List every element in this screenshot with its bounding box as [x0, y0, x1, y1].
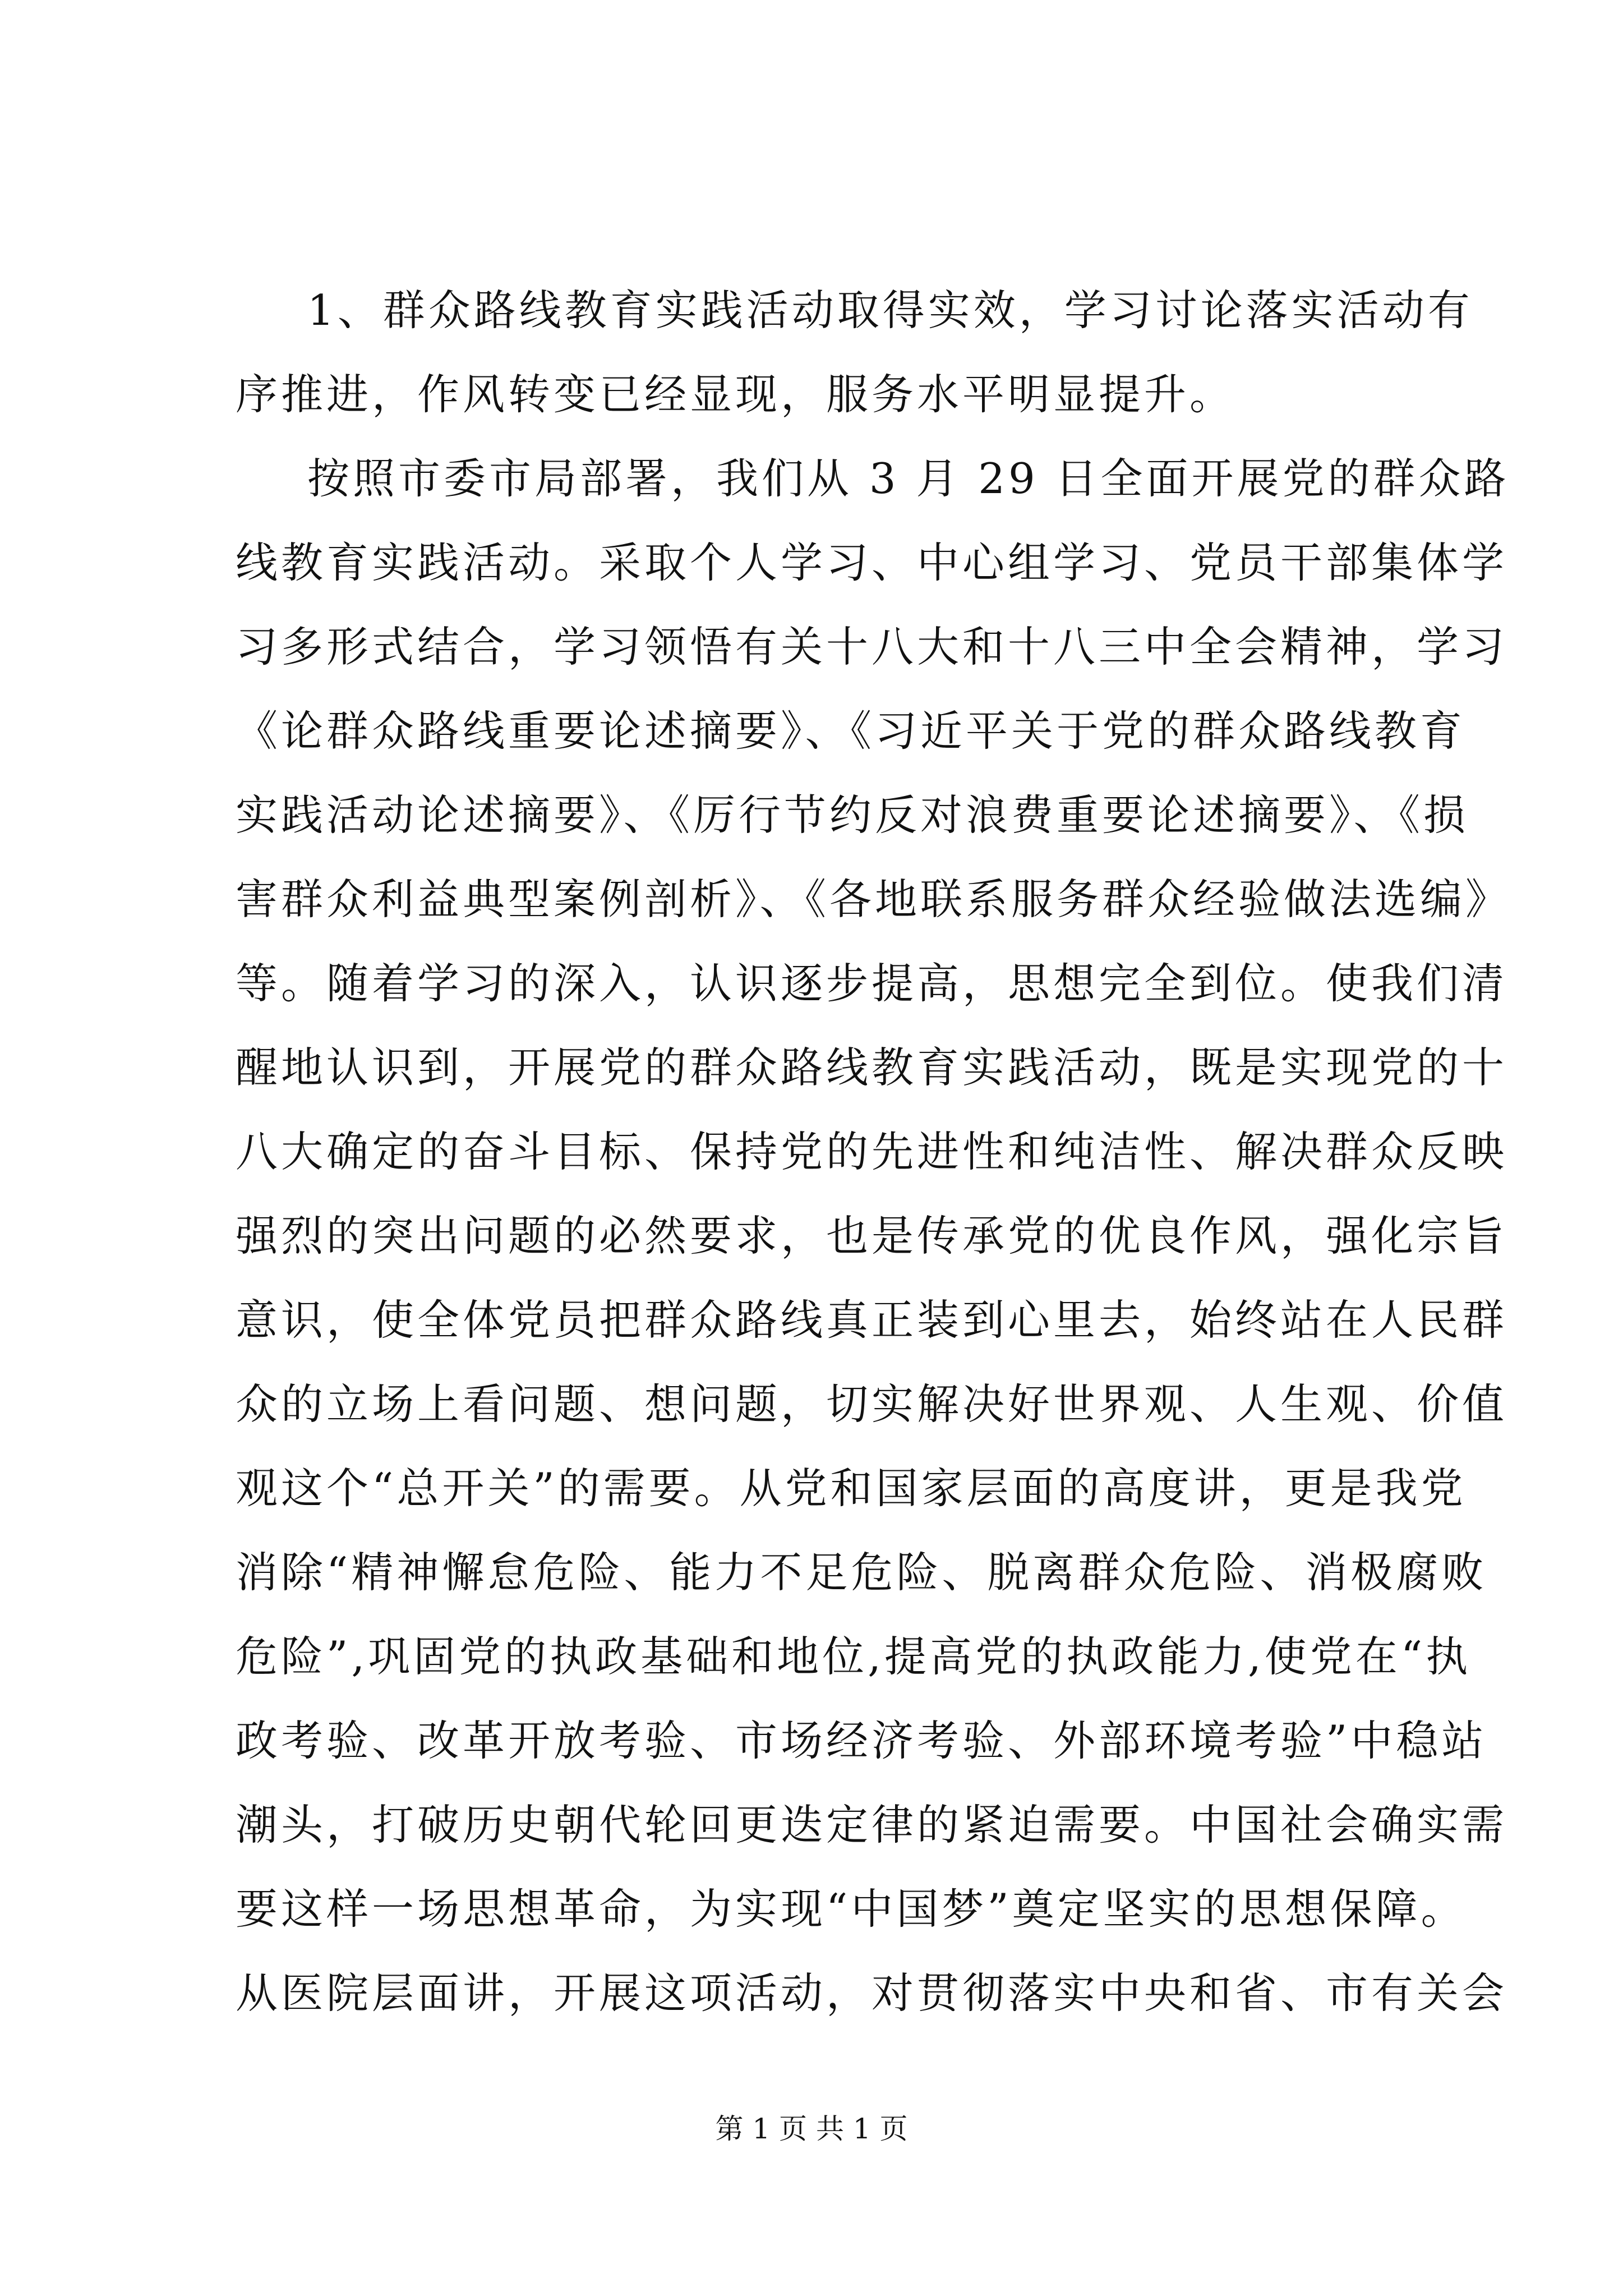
paragraph-line: 醒地认识到，开展党的群众路线教育实践活动，既是实现党的十 [236, 1043, 1508, 1092]
paragraph-line: 《论群众路线重要论述摘要》、《习近平关于党的群众路线教育 [236, 706, 1466, 756]
paragraph-line: 众的立场上看问题、想问题，切实解决好世界观、人生观、价值 [236, 1379, 1508, 1429]
paragraph-line: 意识，使全体党员把群众路线真正装到心里去，始终站在人民群 [236, 1295, 1508, 1345]
paragraph-line: 政考验、改革开放考验、市场经济考验、外部环境考验”中稳站 [236, 1716, 1487, 1765]
paragraph-line: 观这个“总开关”的需要。从党和国家层面的高度讲，更是我党 [236, 1464, 1467, 1513]
paragraph-line: 从医院层面讲，开展这项活动，对贯彻落实中央和省、市有关会 [236, 1968, 1508, 2018]
heading-line: 序推进，作风转变已经显现，服务水平明显提升。 [236, 370, 1235, 419]
paragraph-line: 等。随着学习的深入，认识逐步提高，思想完全到位。使我们清 [236, 959, 1508, 1008]
paragraph-line: 按照市委市局部署，我们从 3 月 29 日全面开展党的群众路 [307, 454, 1510, 503]
heading-line: 1、群众路线教育实践活动取得实效，学习讨论落实活动有 [307, 286, 1473, 335]
paragraph-line: 害群众利益典型案例剖析》、《各地联系服务群众经验做法选编》 [236, 875, 1511, 924]
page-number-footer: 第 1 页 共 1 页 [715, 2113, 908, 2145]
paragraph-line: 强烈的突出问题的必然要求，也是传承党的优良作风，强化宗旨 [236, 1211, 1508, 1260]
paragraph-line: 实践活动论述摘要》、《厉行节约反对浪费重要论述摘要》、《损 [236, 790, 1469, 840]
paragraph-line: 习多形式结合，学习领悟有关十八大和十八三中全会精神，学习 [236, 622, 1508, 671]
paragraph-line: 要这样一场思想革命，为实现“中国梦”奠定坚实的思想保障。 [236, 1884, 1467, 1934]
paragraph-line: 线教育实践活动。采取个人学习、中心组学习、党员干部集体学 [236, 538, 1508, 587]
paragraph-line: 消除“精神懈怠危险、能力不足危险、脱离群众危险、消极腐败 [236, 1548, 1487, 1597]
paragraph-line: 危险”,巩固党的执政基础和地位,提高党的执政能力,使党在“执 [236, 1632, 1472, 1681]
paragraph-line: 八大确定的奋斗目标、保持党的先进性和纯洁性、解决群众反映 [236, 1127, 1508, 1176]
paragraph-line: 潮头，打破历史朝代轮回更迭定律的紧迫需要。中国社会确实需 [236, 1800, 1508, 1849]
